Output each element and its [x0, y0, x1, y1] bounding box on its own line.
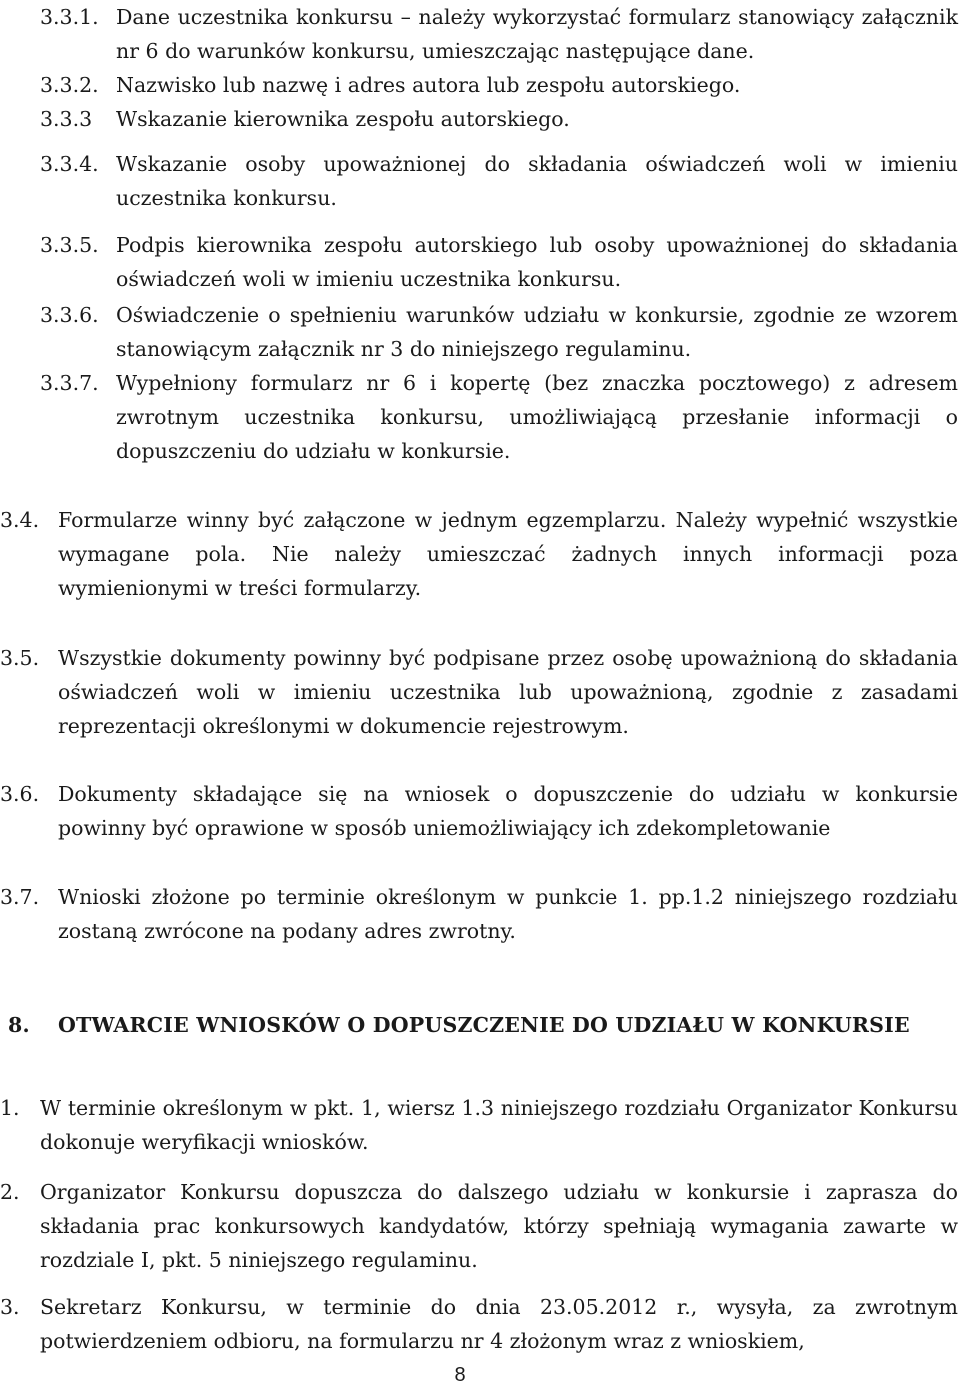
- list-item: [0, 777, 958, 845]
- item-number: 3.3.2.: [40, 73, 99, 97]
- heading-text: [0, 1008, 958, 1042]
- item-text: Wnioski złożone po terminie określonym w punkcie 1. pp.1.2 niniejszego rozdziału zostaną zwrócone na podany adres zwrotny.: [58, 885, 958, 943]
- item-text: Oświadczenie o spełnieniu warunków udziału w konkursie, zgodnie ze wzorem stanowiącym załącznik nr 3 do niniejszego regulaminu.: [116, 303, 958, 361]
- item-text: Sekretarz Konkursu, w terminie do dnia 23.05.2012 r., wysyła, za zwrotnym potwierdzeniem odbioru, na formularzu nr 4 złożonym wraz z wnioskiem,: [40, 1295, 958, 1353]
- list-item: [0, 880, 958, 948]
- item-number: 3.3.1.: [40, 5, 99, 29]
- item-text: Wskazanie osoby upoważnionej do składania oświadczeń woli w imieniu uczestnika konkursu.: [116, 152, 958, 210]
- item-number: 3.3.5.: [40, 233, 99, 257]
- page-number: 8: [454, 1364, 466, 1386]
- item-number: 3.7.: [0, 885, 40, 909]
- list-item: [0, 68, 958, 102]
- section-heading: [0, 1008, 958, 1042]
- list-item: [0, 366, 958, 468]
- item-text: Nazwisko lub nazwę i adres autora lub zespołu autorskiego.: [116, 73, 741, 97]
- list-item: [0, 1290, 958, 1358]
- list-item: [0, 641, 958, 743]
- item-text: Dane uczestnika konkursu – należy wykorzystać formularz stanowiący załącznik nr 6 do warunków konkursu, umieszczając następujące dane.: [116, 5, 958, 63]
- item-number: 3.5.: [0, 646, 40, 670]
- item-number: 3.3.4.: [40, 152, 99, 176]
- item-number: 3.3.7.: [40, 371, 99, 395]
- item-number: 3.3.6.: [40, 303, 99, 327]
- item-number: 3.6.: [0, 782, 40, 806]
- list-item: [0, 1091, 958, 1159]
- item-text: Wypełniony formularz nr 6 i kopertę (bez znaczka pocztowego) z adresem zwrotnym uczestnika konkursu, umożliwiającą przesłanie informacji o dopuszczeniu do udziału w konkursie.: [116, 371, 958, 463]
- item-text: Podpis kierownika zespołu autorskiego lub osoby upoważnionej do składania oświadczeń woli w imieniu uczestnika konkursu.: [116, 233, 958, 291]
- heading-label: OTWARCIE WNIOSKÓW O DOPUSZCZENIE DO UDZIAŁU W KONKURSIE: [58, 1013, 910, 1037]
- item-number: 3.4.: [0, 508, 40, 532]
- list-item: [0, 147, 958, 215]
- item-text: W terminie określonym w pkt. 1, wiersz 1.3 niniejszego rozdziału Organizator Konkursu dokonuje weryfikacji wniosków.: [40, 1096, 958, 1154]
- list-item: [0, 298, 958, 366]
- item-text: Wskazanie kierownika zespołu autorskiego.: [116, 107, 570, 131]
- heading-number: 8.: [8, 1013, 30, 1037]
- item-number: 1.: [0, 1096, 20, 1120]
- item-text: Formularze winny być załączone w jednym egzemplarzu. Należy wypełnić wszystkie wymagane pola. Nie należy umieszczać żadnych innych informacji poza wymienionymi w treści formularzy.: [58, 508, 958, 600]
- item-number: 2.: [0, 1180, 20, 1204]
- list-item: [0, 102, 958, 136]
- item-number: 3.: [0, 1295, 20, 1319]
- list-item: [0, 0, 958, 68]
- item-text: Wszystkie dokumenty powinny być podpisane przez osobę upoważnioną do składania oświadczeń woli w imieniu uczestnika lub upoważnioną, zgodnie z zasadami reprezentacji określonymi w dokumencie rejestrowym.: [58, 646, 958, 738]
- item-number: 3.3.3: [40, 107, 93, 131]
- list-item: [0, 503, 958, 605]
- list-item: [0, 228, 958, 296]
- item-text: Dokumenty składające się na wniosek o dopuszczenie do udziału w konkursie powinny być oprawione w sposób uniemożliwiający ich zdekompletowanie: [58, 782, 958, 840]
- list-item: [0, 1175, 958, 1277]
- item-text: Organizator Konkursu dopuszcza do dalszego udziału w konkursie i zaprasza do składania prac konkursowych kandydatów, którzy spełniają wymagania zawarte w rozdziale I, pkt. 5 niniejszego regulaminu.: [40, 1180, 958, 1272]
